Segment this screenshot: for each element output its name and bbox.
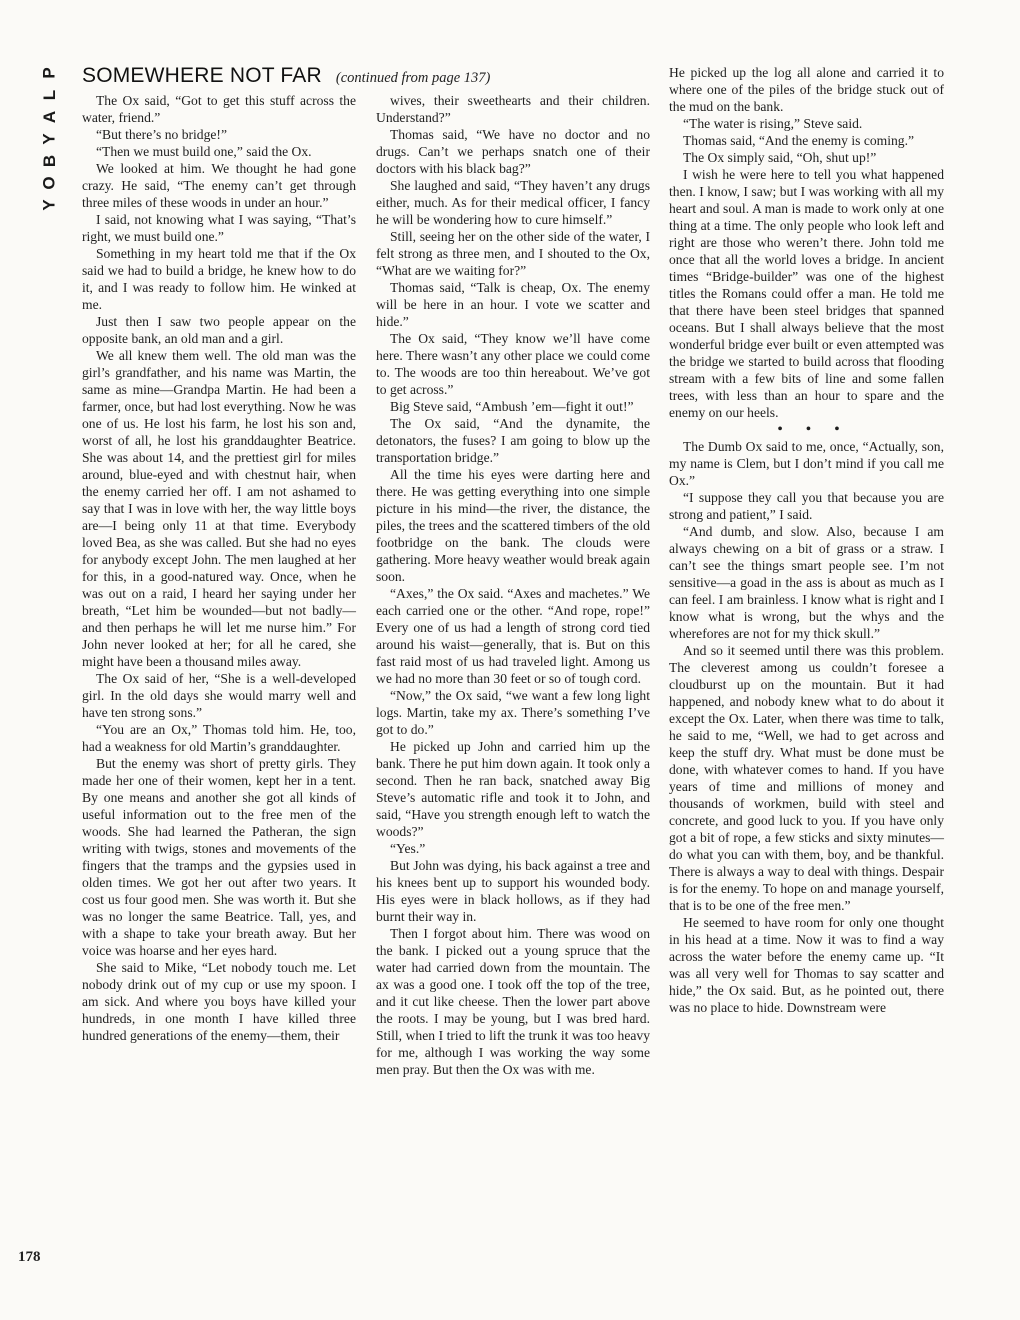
paragraph: “You are an Ox,” Thomas told him. He, too, had a weakness for old Martin’s granddaughter.: [82, 722, 356, 754]
paragraph: Thomas said, “Talk is cheap, Ox. The enemy will be here in an hour. I vote we scatter and hide.”: [376, 280, 650, 329]
paragraph: The Ox said, “Got to get this stuff across the water, friend.”: [82, 93, 356, 125]
article-header: [82, 64, 662, 88]
paragraph: “Now,” the Ox said, “we want a few long light logs. Martin, take my ax. There’s something I’ve got to do.”: [376, 688, 650, 737]
paragraph: I said, not knowing what I was saying, “That’s right, we must build one.”: [82, 212, 356, 244]
paragraph: But John was dying, his back against a tree and his knees bent up to support his wounded body. His eyes were in black hollows, as if they had burnt their way in.: [376, 858, 650, 924]
paragraph: Thomas said, “We have no doctor and no drugs. Can’t we perhaps snatch one of their doctors with his black bag?”: [376, 127, 650, 176]
paragraph: The Ox simply said, “Oh, shut up!”: [683, 150, 877, 165]
paragraph: I wish he were here to tell you what happened then. I know, I saw; but I was working with all my heart and soul. A man is made to work only at one thing at a time. The only people who look left and right are those who weren’t there. John told me once that all the world loves a bridge. In ancient times “Bridge-builder” was one of the highest titles the Romans could offer a man. He told me that there have been steel bridges that spanned oceans. But I shall always believe that the most wonderful bridge ever built or even attempted was the bridge we started to build across that flooding stream with a few bits of line and some fallen trees, with less than an hour to spare and the enemy on our heels.: [669, 167, 944, 420]
paragraph: But the enemy was short of pretty girls. They made her one of their women, kept her in a tent. By one means and another she got all kinds of useful information out to the free men of the woods. She had learned the Patheran, the sign writing with twigs, stones and movements of the fingers that the tramps and the gypsies used in olden times. We got her out after two years. It cost us four good men. She was worth it. But she was no longer the same Beatrice. Tall, yes, and with a shape to take your breath away. But her voice was hoarse and her eyes hard.: [82, 756, 356, 958]
paragraph: The Ox said, “They know we’ll have come here. There wasn’t any other place we could come to. The woods are too thin hereabout. We’ve got to get across.”: [376, 331, 650, 397]
paragraph: Big Steve said, “Ambush ’em—fight it out!”: [390, 399, 634, 414]
masthead-letter: B: [40, 154, 59, 168]
paragraph: Still, seeing her on the other side of the water, I felt strong as three men, and I shouted to the Ox, “What are we waiting for?”: [376, 229, 650, 278]
paragraph: “Axes,” the Ox said. “Axes and machetes.” We each carried one or the other. “And rope, rope!” Every one of us had a length of strong cord tied around his waist—generally, that is. But on this fast raid most of us had traveled light. Among us we had no more than 30 feet or so of tough cord.: [376, 586, 650, 686]
paragraph: Just then I saw two people appear on the opposite bank, an old man and a girl.: [82, 314, 356, 346]
masthead-letter: Y: [40, 199, 59, 211]
paragraph: She said to Mike, “Let nobody touch me. Let nobody drink out of my cup or use my spoon. I am sick. And where you boys have killed your hundreds, in one month I have killed three hundred generations of the enemy—them, their: [82, 960, 356, 1043]
page-number: 178: [18, 1249, 41, 1265]
paragraph: “I suppose they call you that because you are strong and patient,” I said.: [669, 490, 944, 522]
paragraph: The Ox said, “And the dynamite, the detonators, the fuses? I am going to blow up the transportation bridge.”: [376, 416, 650, 465]
masthead-letter: O: [39, 176, 59, 190]
masthead-letter: P: [40, 67, 59, 79]
section-break: • • •: [777, 422, 850, 437]
paragraph: “Yes.”: [390, 841, 426, 856]
text-column-1: [82, 92, 356, 1044]
text-column-3: [669, 64, 944, 1016]
paragraph: The Ox said of her, “She is a well-developed girl. In the old days she would marry well and have ten strong sons.”: [82, 671, 356, 720]
masthead-letter: A: [40, 110, 59, 124]
paragraph: We all knew them well. The old man was the girl’s grandfather, and his name was Martin, the same as mine—Grandpa Martin. He had been a farmer, once, but had lost everything. Now he was one of us. He lost his farm, he lost his son and, worst of all, he lost his granddaughter Beatrice. She was about 14, and the prettiest girl for miles around, blue-eyed and with chestnut hair, when the enemy carried her off. I am not ashamed to say that I was in love with her, the way little boys are—I being only 11 at that time. Everybody loved Bea, as she was called. But she had no eyes for anybody except John. The men laughed at her for this, in a good-natured way. Once, when he was out on a raid, I heard her saying under her breath, “Let him be wounded—but not badly—and then perhaps he will let me nurse him.” For John never looked at her; for all he cared, she might have been a thousand miles away.: [82, 348, 356, 669]
paragraph: He picked up John and carried him up the bank. There he put him down again. It took only a second. Then he ran back, snatched away Big Steve’s automatic rifle and took it to John, and said, “Have you strength enough left to watch the woods?”: [376, 739, 650, 839]
paragraph: Then I forgot about him. There was wood on the bank. I picked out a young spruce that the water had carried down from the mountain. The ax was a good one. I took off the top of the tree, and it cut like cheese. Then the lower part above the roots. I may be young, but I was bred hard. Still, when I tried to lift the trunk it was too heavy for me, although I was working the way some men pray. But then the Ox was with me.: [376, 926, 650, 1077]
paragraph: And so it seemed until there was this problem. The cleverest among us couldn’t foresee a cloudburst up on the mountain. But it had happened, and nobody knew what to do about it except the Ox. Later, when there was time to talk, he said to me, “Well, we had to get across and keep the stuff dry. What must be done must be done, with whatever comes to hand. If you have years of time and millions of money and thousands of workmen, build with steel and concrete, and good luck to you. If you have only got a bit of rope, a few sticks and sixty minutes—do what you can with them, boy, and be thankful. There is always a way to deal with things. Despair is for the enemy. To hope on and manage yourself, that is to be one of the free men.”: [669, 643, 944, 913]
paragraph: Thomas said, “And the enemy is coming.”: [683, 133, 915, 148]
paragraph: She laughed and said, “They haven’t any drugs either, much. As for their medical officer, I fancy he will be wondering how to cure himself.”: [376, 178, 650, 227]
text-column-2: [376, 92, 650, 1078]
paragraph: wives, their sweethearts and their children. Understand?”: [376, 93, 650, 125]
paragraph: Something in my heart told me that if the Ox said we had to build a bridge, he knew how to do it, and I was ready to follow him. He winked at me.: [82, 246, 356, 312]
masthead-letter: Y: [40, 133, 59, 145]
article-title: SOMEWHERE NOT FAR: [82, 64, 322, 87]
paragraph: “But there’s no bridge!”: [96, 127, 227, 142]
paragraph: We looked at him. We thought he had gone crazy. He said, “The enemy can’t get through three miles of these woods in under an hour.”: [82, 161, 356, 210]
paragraph: “Then we must build one,” said the Ox.: [96, 144, 312, 159]
masthead-letter: L: [39, 89, 59, 101]
paragraph: All the time his eyes were darting here and there. He was getting everything into one simple picture in his mind—the river, the distance, the piles, the trees and the scattered timbers of the old footbridge on the bank. The clouds were gathering. More heavy weather would break again soon.: [376, 467, 650, 584]
magazine-masthead: [36, 62, 64, 216]
paragraph: “And dumb, and slow. Also, because I am always chewing on a bit of grass or a straw. I can’t see the things smart people see. I’m not sensitive—a goad in the ass is about as much as I can feel. I am brainless. I know what is right and I know what is wrong, but the whys and the wherefores are not for my thick skull.”: [669, 524, 944, 641]
paragraph: “The water is rising,” Steve said.: [683, 116, 863, 131]
paragraph: He seemed to have room for only one thought in his head at a time. Now it was to find a way across the water before the enemy came up. “It was all very well for Thomas to say scatter and hide,” the Ox said. But, as he pointed out, there was no place to hide. Downstream were: [669, 915, 944, 1015]
continued-note: (continued from page 137): [335, 70, 491, 86]
paragraph: He picked up the log all alone and carried it to where one of the piles of the bridge stuck out of the mud on the bank.: [669, 65, 944, 114]
paragraph: The Dumb Ox said to me, once, “Actually, son, my name is Clem, but I don’t mind if you call me Ox.”: [669, 439, 944, 488]
